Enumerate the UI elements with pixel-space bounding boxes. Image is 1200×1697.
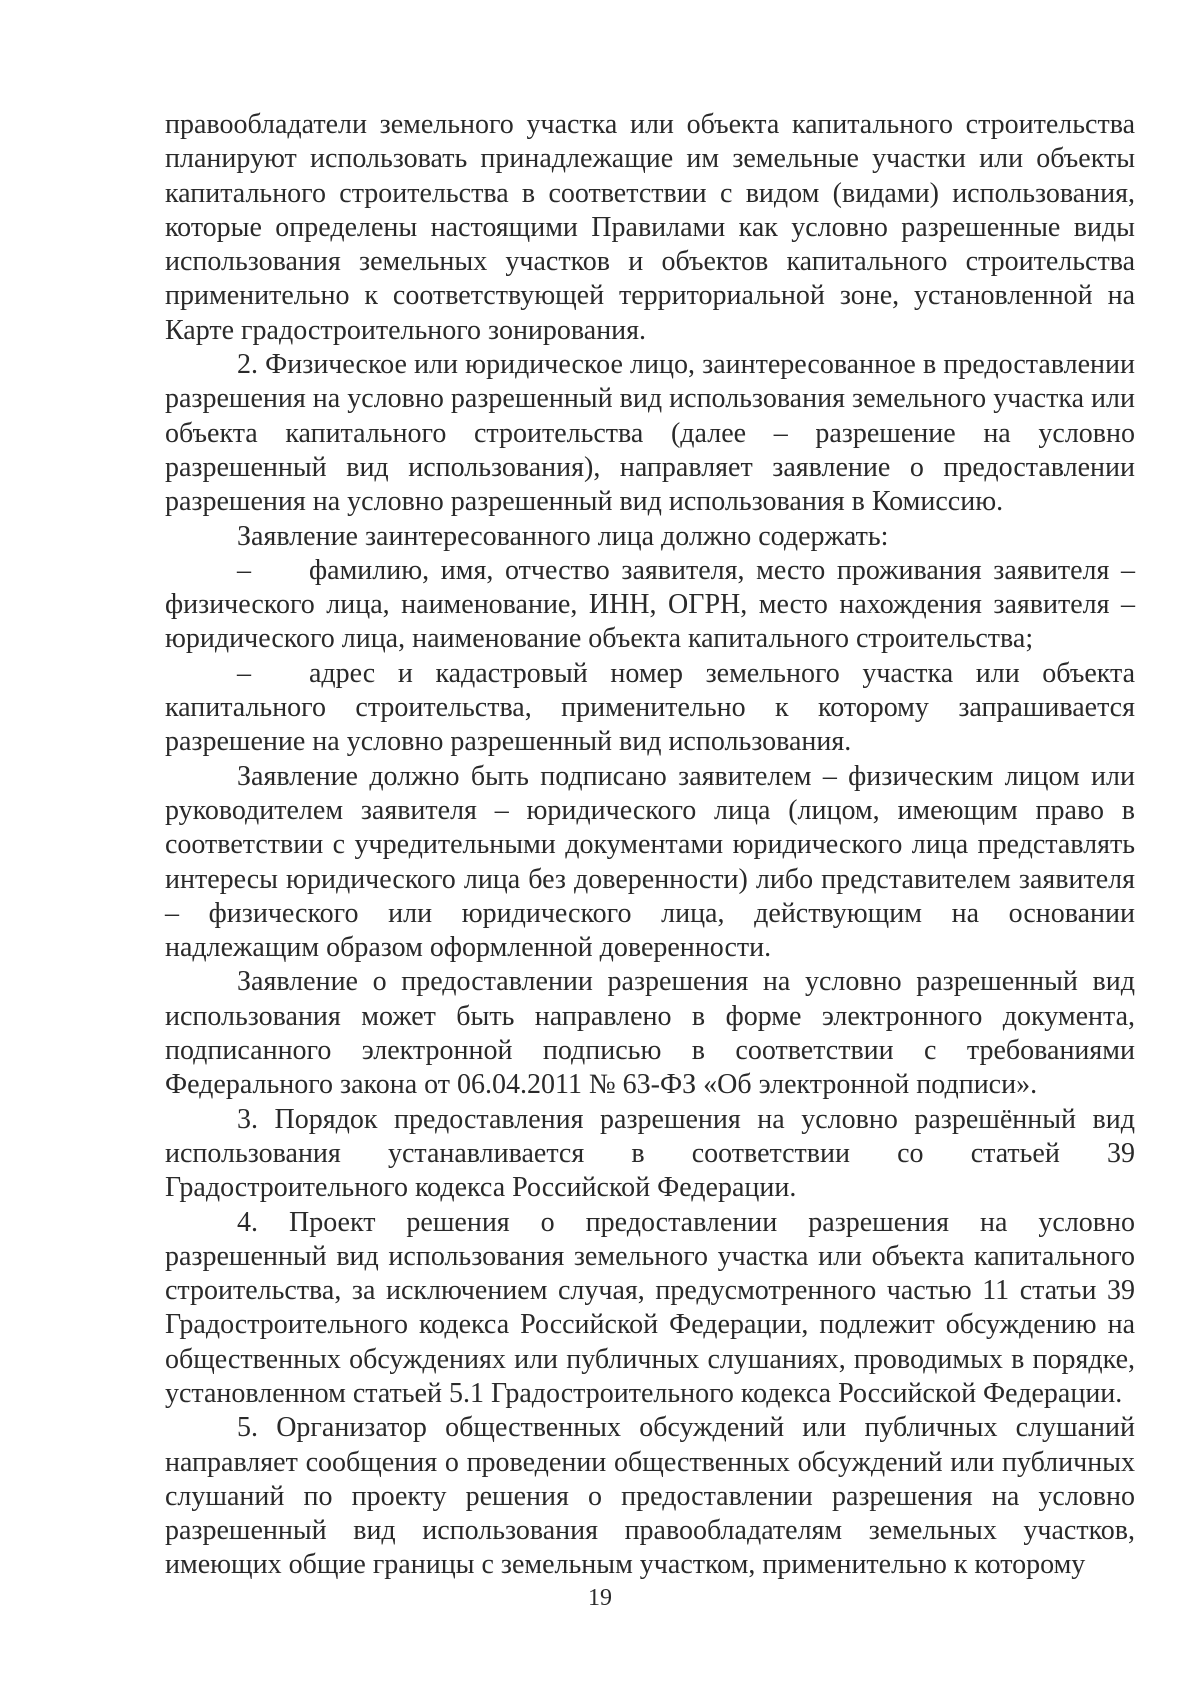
paragraph-item-3: 3. Порядок предоставления разрешения на условно разрешённый вид использования устанавливается в соответствии со статьей 39 Градостроительного кодекса Российской Федерации. — [165, 1103, 1135, 1204]
page-number: 19 — [588, 1585, 612, 1611]
list-item-applicant-name — [165, 554, 1135, 657]
paragraph-item-4: 4. Проект решения о предоставлении разрешения на условно разрешенный вид использования земельного участка или объекта капитального строительства, за исключением случая, предусмотренного частью 11 статьи 39 Градостроительного кодекса Российской Федерации, подлежит обсуждению на общественных обсуждениях или публичных слушаниях, проводимых в порядке, установленном статьей 5.1 Градостроительного кодекса Российской Федерации. — [165, 1206, 1135, 1409]
list-dash: – — [237, 657, 251, 689]
list-item-text: адрес и кадастровый номер земельного участка или объекта капитального строительства, применительно к которому запрашивается разрешение на условно разрешенный вид использования. — [165, 657, 1135, 758]
paragraph-application-contents: Заявление заинтересованного лица должно содержать: — [237, 520, 889, 552]
list-dash: – — [237, 554, 251, 586]
list-item-text: фамилию, имя, отчество заявителя, место проживания заявителя – физического лица, наименование, ИНН, ОГРН, место нахождения заявителя – юридического лица, наименование объекта капитального строительства; — [165, 554, 1135, 655]
paragraph-electronic-document: Заявление о предоставлении разрешения на условно разрешенный вид использования может быть направлено в форме электронного документа, подписанного электронной подписью в соответствии с требованиями Федерального закона от 06.04.2011 № 63-ФЗ «Об электронной подписи». — [165, 966, 1135, 1101]
document-body — [165, 108, 1135, 1583]
paragraph-continuation: правообладатели земельного участка или объекта капитального строительства планируют использовать принадлежащие им земельные участки или объекты капитального строительства в соответствии с видом (видами) использования, которые определены настоящими Правилами как условно разрешенные виды использования земельных участков и объектов капитального строительства применительно к соответствующей территориальной зоне, установленной на Карте градостроительного зонирования. — [165, 109, 1135, 346]
paragraph-signature: Заявление должно быть подписано заявителем – физическим лицом или руководителем заявителя – юридического лица (лицом, имеющим право в соответствии с учредительными документами юридического лица представлять интересы юридического лица без доверенности) либо представителем заявителя – физического или юридического лица, действующим на основании надлежащим образом оформленной доверенности. — [165, 760, 1135, 964]
paragraph-item-5: 5. Организатор общественных обсуждений или публичных слушаний направляет сообщения о проведении общественных обсуждений или публичных слушаний по проекту решения о предоставлении разрешения на условно разрешенный вид использования правообладателям земельных участков, имеющих общие границы с земельным участком, применительно к которому — [165, 1412, 1135, 1581]
paragraph-item-2: 2. Физическое или юридическое лицо, заинтересованное в предоставлении разрешения на условно разрешенный вид использования земельного участка или объекта капитального строительства (далее – разрешение на условно разрешенный вид использования), направляет заявление о предоставлении разрешения на условно разрешенный вид использования в Комиссию. — [165, 349, 1135, 518]
list-item-address — [165, 657, 1135, 760]
